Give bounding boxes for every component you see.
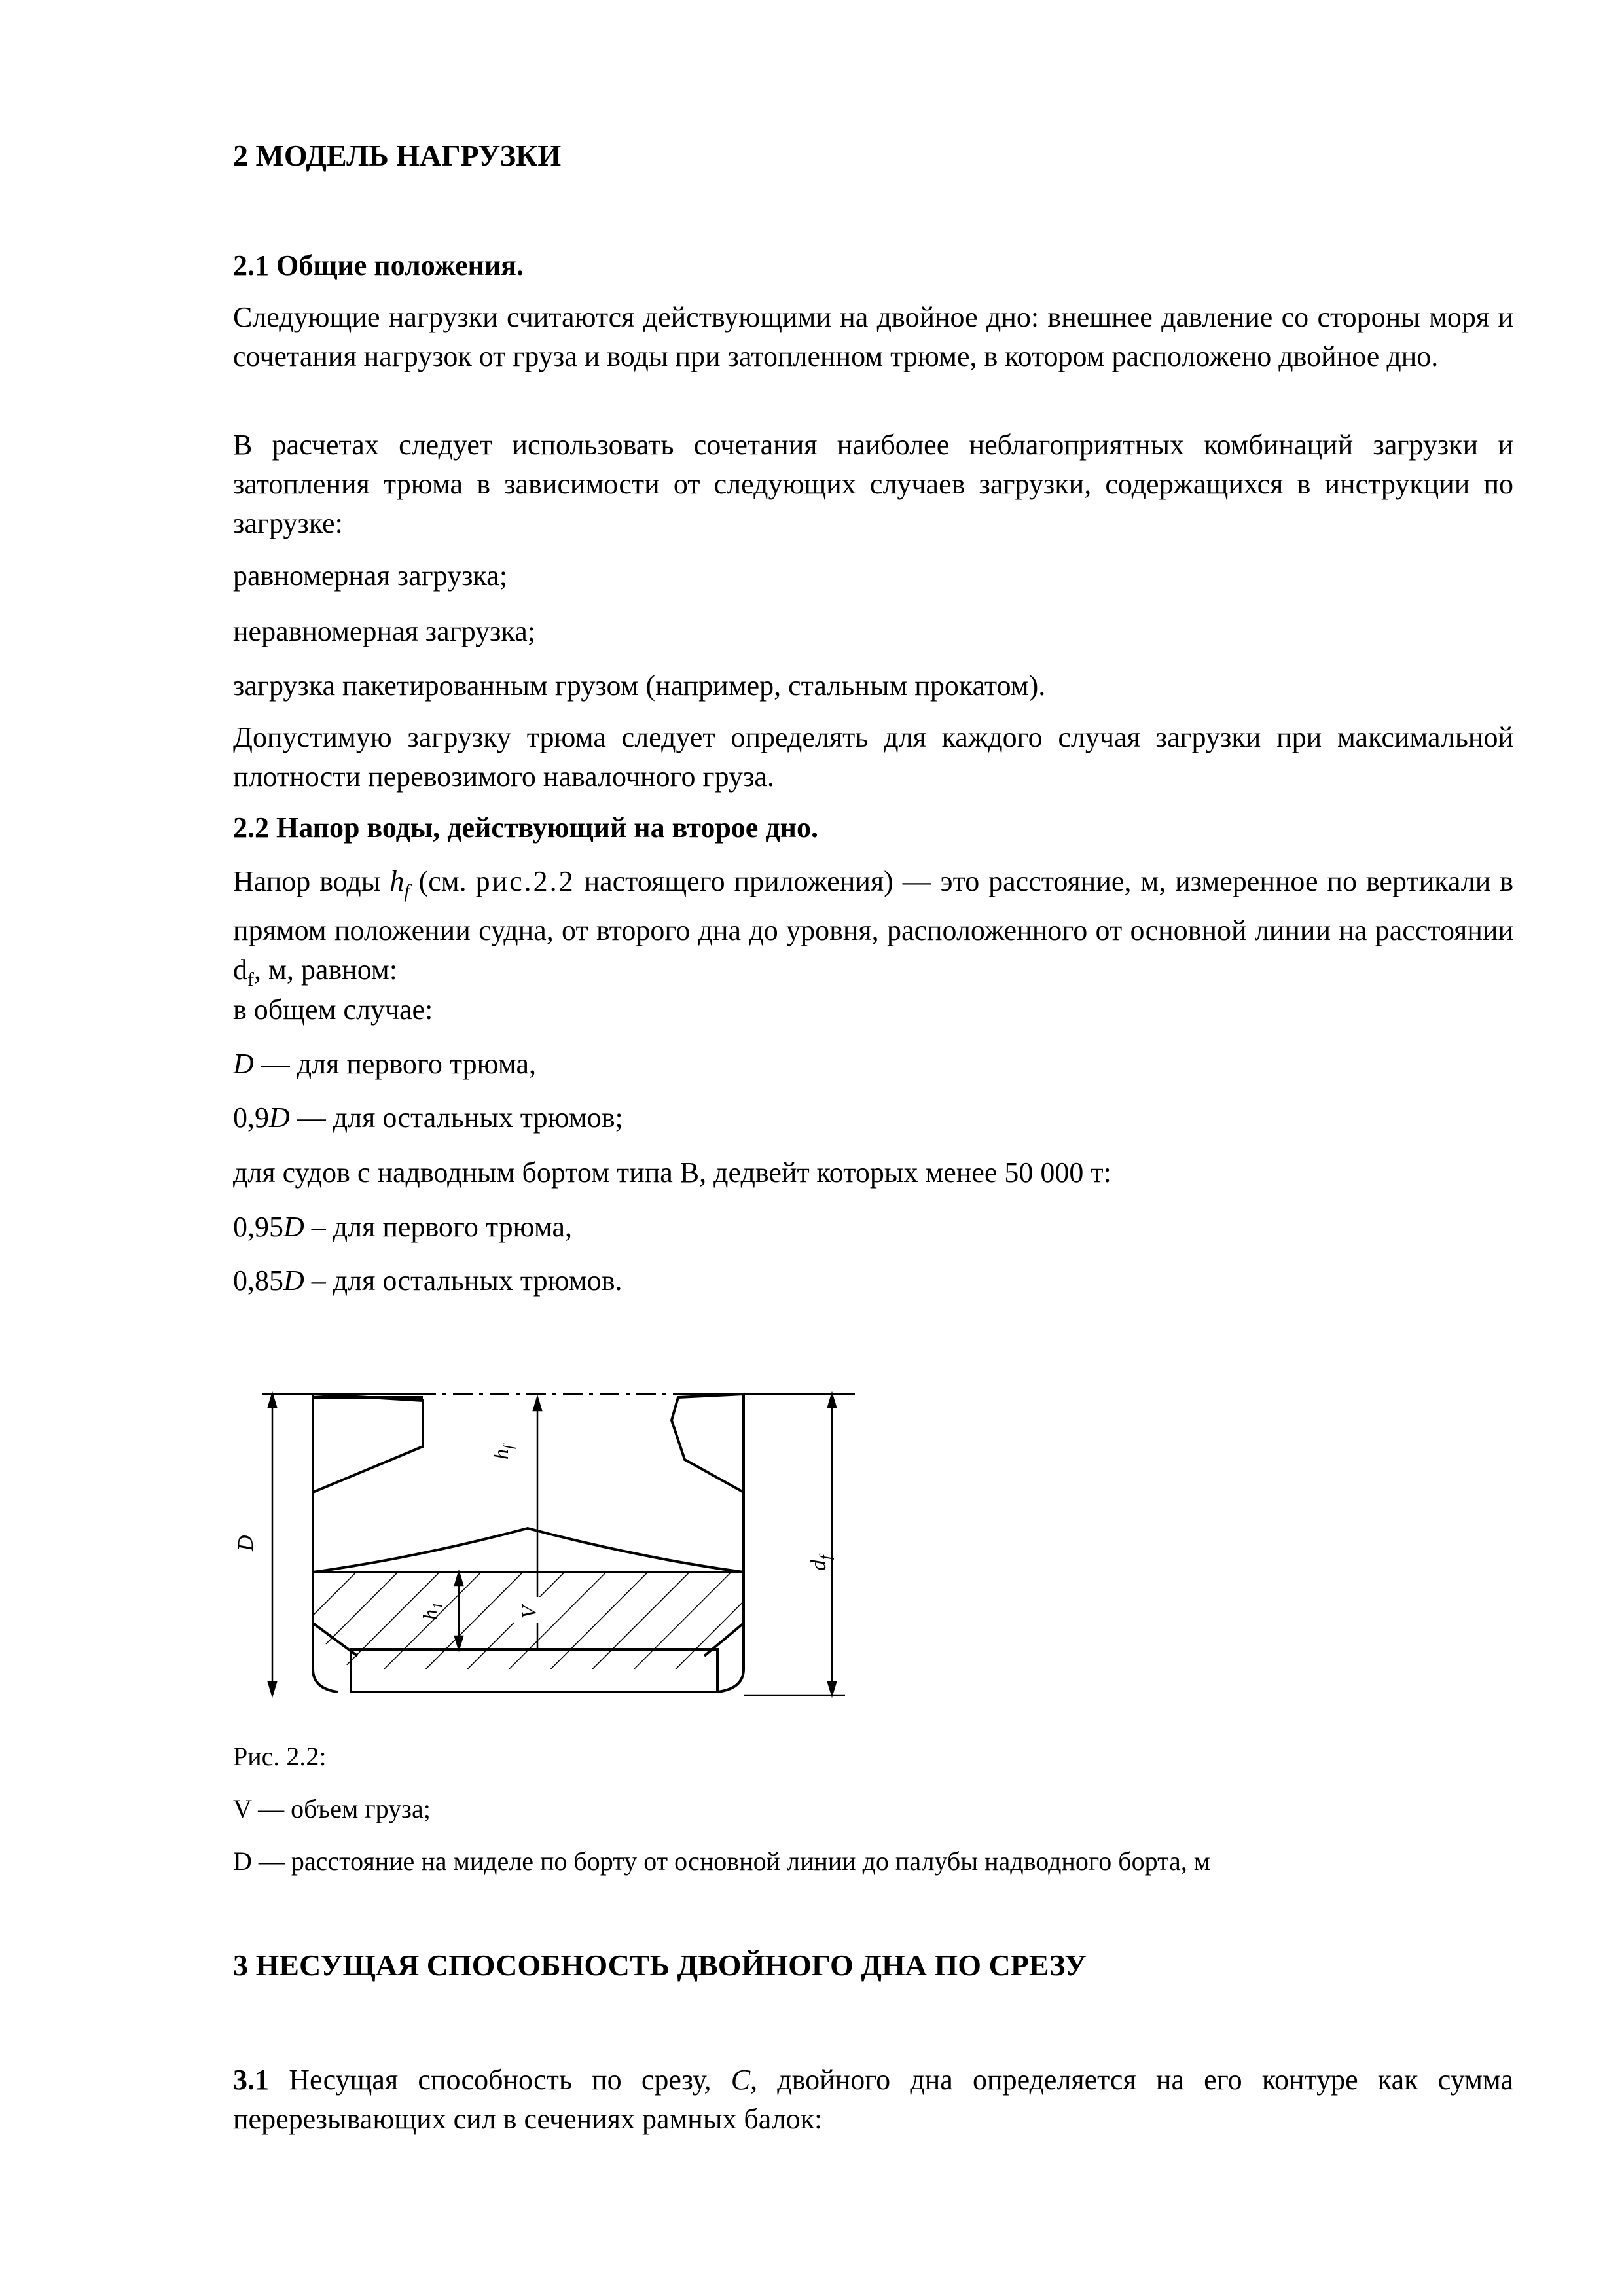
list-item: равномерная загрузка; <box>233 560 507 592</box>
label-v: V <box>517 1605 541 1619</box>
section-2-1-heading: 2.1 Общие положения. <box>233 249 524 281</box>
paragraph-2-1-b: В расчетах следует использовать сочетания наиболее неблагоприятных комбинаций загрузки и затопления трюма в зависимости от следующих случаев загрузки, содержащихся в инструкции по загрузке: <box>233 429 1513 539</box>
section-2-2-heading: 2.2 Напор воды, действующий на второе дно. <box>233 812 818 844</box>
type-b-text: для судов с надводным бортом типа В, дедвейт которых менее 50 000 т: <box>233 1157 1111 1189</box>
list-item: 0,95D – для первого трюма, <box>233 1211 572 1243</box>
list-item: 0,85D – для остальных трюмов. <box>233 1265 623 1297</box>
list-item: D — для первого трюма, <box>233 1048 536 1080</box>
paragraph-2-1-c: Допустимую загрузку трюма следует определять для каждого случая загрузки при максимальной плотности перевозимого навалочного груза. <box>233 721 1513 793</box>
list-item: загрузка пакетированным грузом (например, стальным прокатом). <box>233 670 1046 702</box>
general-case-text: в общем случае: <box>233 994 433 1026</box>
right-topside-tank <box>672 1394 744 1492</box>
figure-caption-v: V — объем груза; <box>233 1794 431 1823</box>
label-df: $d_f$ <box>806 1555 835 1571</box>
figure-caption-d: D — расстояние на миделе по борту от основной линии до палубы надводного борта, м <box>233 1846 1211 1876</box>
list-item: 0,9D — для остальных трюмов; <box>233 1102 623 1134</box>
dimension-d <box>268 1394 276 1695</box>
dimension-df <box>744 1394 845 1695</box>
paragraph-2-1-a: Следующие нагрузки считаются действующими на двойное дно: внешнее давление со стороны моря и сочетания нагрузок от груза и воды при затопленном трюме, в котором расположено двойное дно. <box>233 301 1513 372</box>
paragraph-3-1: 3.1 Несущая способность по срезу, C, двойного дна определяется на его контуре как сумма перерезывающих сил в сечениях рамных балок: <box>233 2064 1513 2135</box>
list-item: неравномерная загрузка; <box>233 615 535 647</box>
section-3-heading: 3 НЕСУЩАЯ СПОСОБНОСТЬ ДВОЙНОГО ДНА ПО СРЕЗУ <box>233 1948 1087 1982</box>
label-h1: $h_1$ <box>418 1602 446 1620</box>
figure-caption: Рис. 2.2: <box>233 1742 327 1771</box>
section-2-heading: 2 МОДЕЛЬ НАГРУЗКИ <box>233 139 562 172</box>
figure-reference-link: рис.2.2 <box>475 865 575 897</box>
label-d: D <box>234 1535 258 1551</box>
label-hf: $h_f$ <box>489 1444 516 1460</box>
cargo-heap-curve <box>313 1528 744 1572</box>
left-topside-tank <box>313 1394 423 1492</box>
hold-cross-section-figure <box>233 1361 888 1715</box>
paragraph-2-2-a: Напор воды $h_f$ (см. рис.2.2 настоящего приложения) — это расстояние, м, измеренное по вертикали в прямом положении судна, от второго дна до уровня, расположенного от основной линии на расстоянии $d_f$, м, равном: <box>233 865 1513 990</box>
